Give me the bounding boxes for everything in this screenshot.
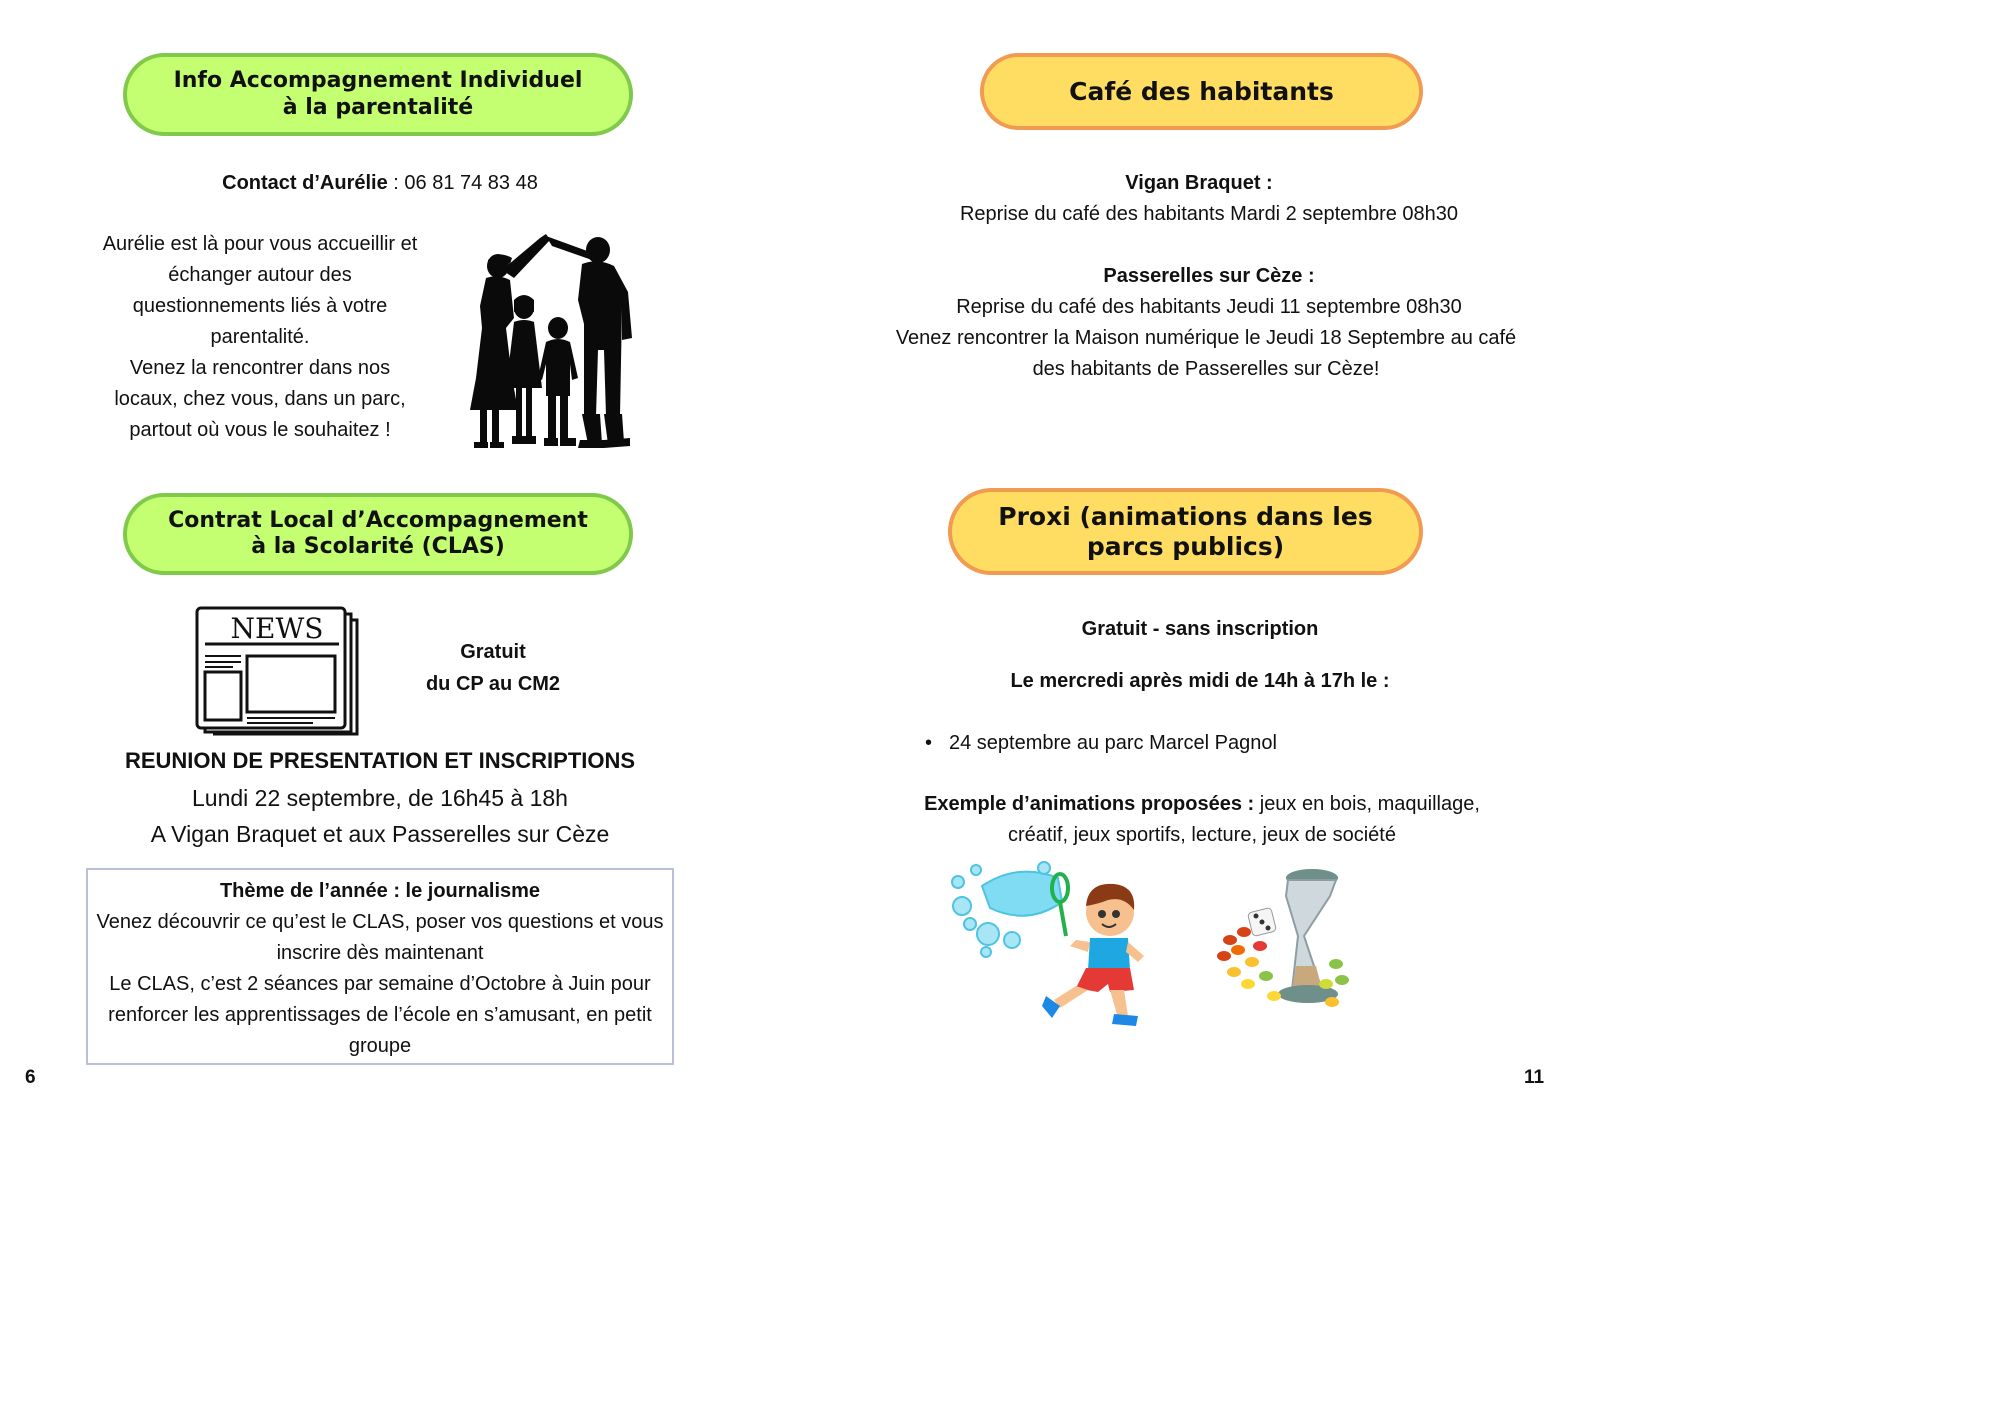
cafe-site1-name: Vigan Braquet : [1125, 172, 1273, 194]
parentalite-body [80, 229, 440, 446]
page-number-right: 11 [1524, 1067, 1545, 1088]
body-line: parentalité. [210, 326, 310, 348]
newspaper-label: NEWS [230, 612, 324, 645]
examples-line-1 [890, 789, 1514, 820]
cafe-site2-text: Reprise du café des habitants Jeudi 11 septembre 08h30 [956, 296, 1462, 318]
clas-box-line: renforcer les apprentissages de l’école en s’amusant, en petit [108, 1004, 652, 1026]
proxi-title: Proxi (animations dans les parcs publics) [998, 501, 1373, 561]
proxi-gratuit: Gratuit - sans inscription [1081, 618, 1319, 640]
clas-gratuit: Gratuit [460, 641, 526, 663]
proxi-date-list [925, 728, 1445, 759]
body-line: échanger autour des [168, 264, 352, 286]
proxi-date: 24 septembre au parc Marcel Pagnol [949, 732, 1277, 754]
examples-text-1: jeux en bois, maquillage, [1254, 793, 1480, 815]
cafe-title: Café des habitants [1069, 76, 1334, 106]
proxi-schedule: Le mercredi après midi de 14h à 17h le : [1010, 670, 1390, 692]
contact-line [120, 168, 640, 199]
meeting-heading: REUNION DE PRESENTATION ET INSCRIPTIONS [124, 748, 636, 773]
body-line: Venez la rencontrer dans nos [129, 357, 391, 379]
cafe-site1-text: Reprise du café des habitants Mardi 2 septembre 08h30 [959, 203, 1459, 225]
page-number-left: 6 [25, 1067, 36, 1088]
clas-theme: Thème de l’année : le journalisme [219, 880, 541, 902]
contact-phone: : 06 81 74 83 48 [387, 172, 538, 194]
parentalite-title: Info Accompagnement Individuel à la parentalité [173, 68, 583, 120]
examples-label: Exemple d’animations proposées : [924, 793, 1255, 815]
clas-box-line: Le CLAS, c’est 2 séances par semaine d’Octobre à Juin pour [109, 973, 651, 995]
child-bubbles-icon [948, 856, 1148, 1028]
body-line: Aurélie est là pour vous accueillir et [102, 233, 418, 255]
examples-text-2: créatif, jeux sportifs, lecture, jeux de société [1008, 824, 1396, 846]
body-line: partout où vous le souhaitez ! [129, 419, 391, 441]
newspaper-icon [193, 604, 363, 736]
clas-info-box [86, 868, 674, 1065]
spacer [880, 230, 1568, 261]
body-line: locaux, chez vous, dans un parc, [114, 388, 406, 410]
meeting-date: Lundi 22 septembre, de 16h45 à 18h [192, 785, 568, 811]
cafe-extra-line: des habitants de Passerelles sur Cèze! [1032, 358, 1380, 380]
family-silhouette-icon [462, 228, 642, 453]
proxi-title-pill [948, 488, 1423, 575]
clas-title: Contrat Local d’Accompagnement à la Scolarité (CLAS) [168, 507, 588, 559]
parentalite-title-pill [123, 53, 633, 136]
clas-box-line: Venez découvrir ce qu’est le CLAS, poser vos questions et vous [96, 911, 664, 933]
contact-label: Contact d’Aurélie [222, 172, 388, 194]
clas-box-line: inscrire dès maintenant [276, 942, 484, 964]
meeting-place: A Vigan Braquet et aux Passerelles sur Cèze [150, 821, 610, 847]
clas-title-pill [123, 493, 633, 575]
board-game-hourglass-icon [1212, 866, 1352, 1022]
cafe-site2-name: Passerelles sur Cèze : [1103, 265, 1315, 287]
clas-box-line: groupe [348, 1035, 412, 1057]
cafe-extra-line: Venez rencontrer la Maison numérique le Jeudi 18 Septembre au café [895, 327, 1517, 349]
body-line: questionnements liés à votre [132, 295, 388, 317]
proxi-examples [890, 789, 1514, 851]
list-item [925, 728, 1445, 759]
cafe-details [880, 168, 1568, 385]
clas-levels: du CP au CM2 [425, 673, 561, 695]
bullet: • [925, 732, 933, 754]
cafe-title-pill [980, 53, 1423, 130]
